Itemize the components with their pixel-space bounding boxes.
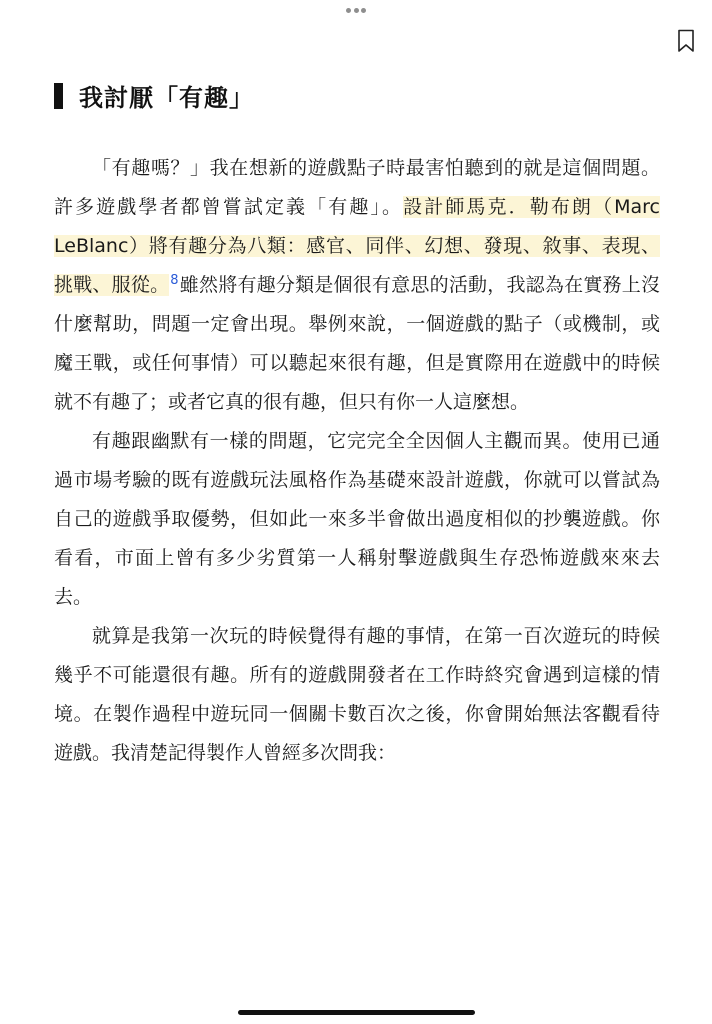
bookmark-icon[interactable] xyxy=(677,29,695,53)
more-dots-icon[interactable] xyxy=(346,5,366,15)
paragraph-1-text-b: 雖然將有趣分類是個很有意思的活動，我認為在實務上沒什麼幫助，問題一定會出現。舉例來說，一個遊戲的點子（或機制，或魔王戰，或任何事情）可以聽起來很有趣，但是實際用在遊戲中的時候就不有趣了；或者它真的很有趣，但只有你一人這麼想。 xyxy=(54,274,660,413)
chapter-heading xyxy=(54,78,254,113)
heading-title: 我討厭「有趣」 xyxy=(79,84,254,112)
heading-marker xyxy=(54,83,63,109)
footnote-link[interactable]: 8 xyxy=(170,272,179,288)
home-indicator[interactable] xyxy=(238,1010,475,1015)
paragraph-3: 就算是我第一次玩的時候覺得有趣的事情，在第一百次遊玩的時候幾乎不可能還很有趣。所有的遊戲開發者在工作時終究會遇到這樣的情境。在製作過程中遊玩同一個關卡數百次之後，你會開始無法客觀看待遊戲。我清楚記得製作人曾經多次問我： xyxy=(54,625,660,764)
reading-content xyxy=(54,149,660,773)
paragraph-1 xyxy=(54,149,660,422)
highlighted-text[interactable]: 設計師馬克．勒布朗（Marc LeBlanc）將有趣分為八類：感官、同伴、幻想、發現、敘事、表現、挑戰、服從。 xyxy=(54,196,660,296)
paragraph-2: 有趣跟幽默有一樣的問題，它完完全全因個人主觀而異。使用已通過市場考驗的既有遊戲玩法風格作為基礎來設計遊戲，你就可以嘗試為自己的遊戲爭取優勢，但如此一來多半會做出過度相似的抄襲遊戲。你看看，市面上曾有多少劣質第一人稱射擊遊戲與生存恐怖遊戲來來去去。 xyxy=(54,430,660,608)
paragraph-1-text-a: 「有趣嗎？」我在想新的遊戲點子時最害怕聽到的就是這個問題。許多遊戲學者都曾嘗試定義「有趣」。 xyxy=(54,157,660,218)
